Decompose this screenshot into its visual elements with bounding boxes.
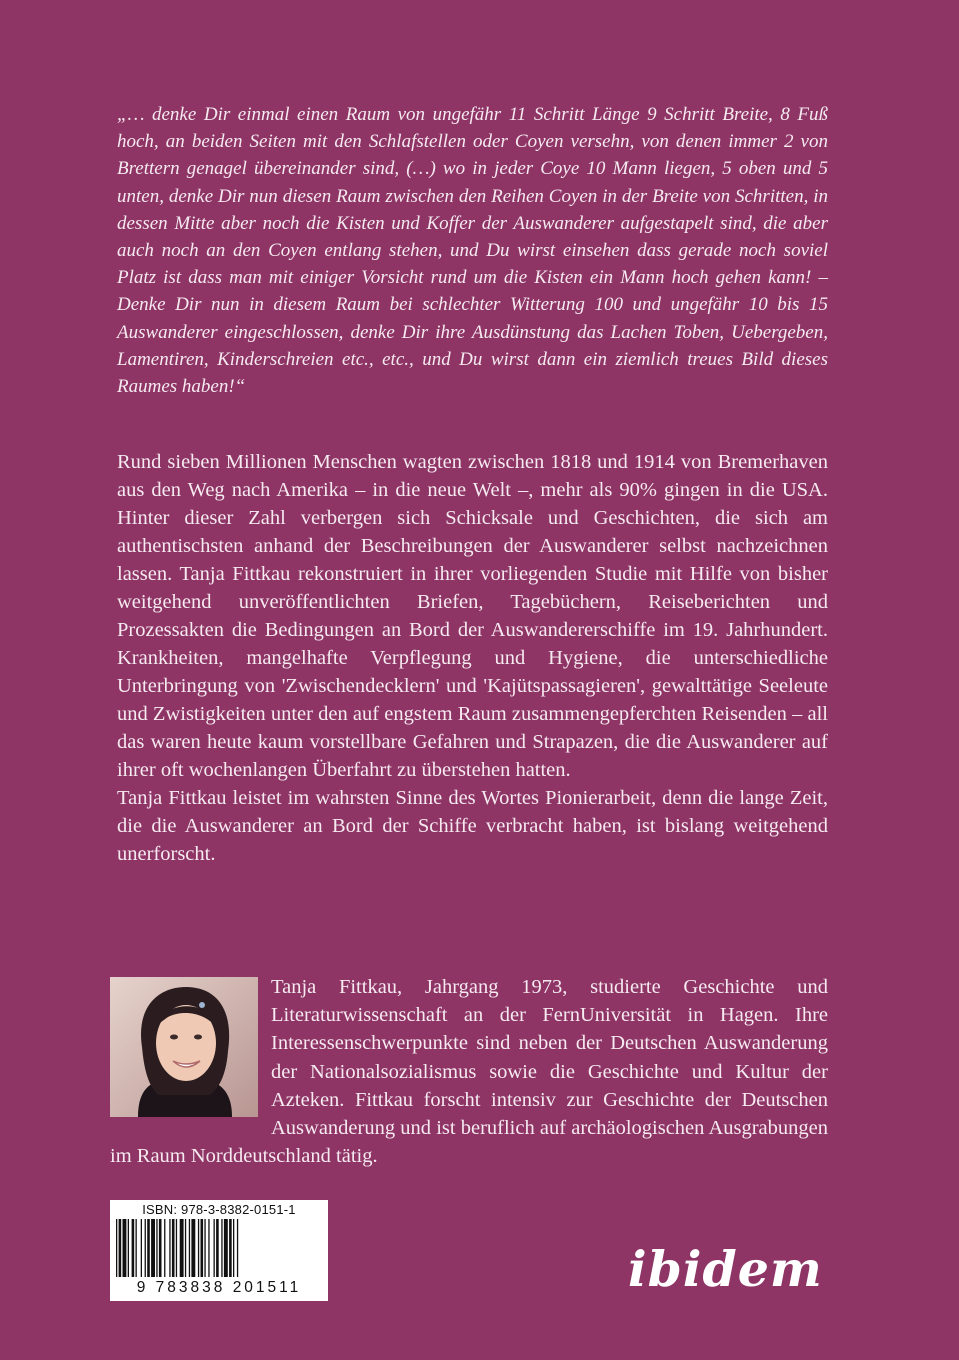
author-section	[110, 973, 828, 1170]
barcode-bar	[229, 1219, 232, 1277]
barcode-bar	[164, 1219, 165, 1277]
barcode-bar	[185, 1219, 186, 1277]
isbn-barcode	[110, 1200, 328, 1301]
cover-quote: „… denke Dir einmal einen Raum von ungefähr 11 Schritt Länge 9 Schritt Breite, 8 Fuß hoch, an beiden Seiten mit den Schlafstellen oder Coyen versehn, von denen immer 2 von Brettern genagel übereinander sind, (…) wo in jeder Coye 10 Mann liegen, 5 oben und 5 unten, denke Dir nun diesen Raum zwischen den Reihen Coyen in der Breite von Schritten, in dessen Mitte aber noch die Kisten und Koffer der Auswanderer aufgestapelt sind, die aber auch noch an den Coyen entlang stehen, und Du wirst einsehen dass gerade noch soviel Platz ist dass man mit einiger Vorsicht rund um die Kisten ein Mann hoch gehen kann! – Denke Dir nun in diesem Raum bei schlechter Witterung 100 und ungefähr 10 bis 15 Auswanderer eingeschlossen, denke Dir ihre Ausdünstung das Lachen Toben, Uebergeben, Lamentiren, Kinderschreien etc., etc., und Du wirst dann ein ziemlich treues Bild dieses Raumes haben!“	[117, 104, 828, 398]
barcode-bar	[169, 1219, 170, 1277]
barcode-bar	[198, 1219, 199, 1277]
barcode-bar	[191, 1219, 195, 1277]
description-paragraph-2: Tanja Fittkau leistet im wahrsten Sinne des Wortes Pionierarbeit, denn die lange Zeit, die die Auswanderer an Bord der Schiffe verbracht haben, ist bislang weitgehend unerforscht.	[117, 787, 828, 865]
barcode-bar	[151, 1219, 155, 1277]
author-bio: Tanja Fittkau, Jahrgang 1973, studierte Geschichte und Literaturwissenschaft an der FernUniversität in Hagen. Ihre Interessenschwerpunkte sind neben der Deutschen Auswanderung der Nationalsozialismus sowie die Geschichte und Kultur der Azteken. Fittkau forscht intensiv zur Geschichte der Deutschen Auswanderung und ist beruflich auf archäologischen Ausgrabungen im Raum Norddeutschland tätig.	[110, 976, 828, 1168]
barcode-bar	[159, 1219, 162, 1277]
barcode-bar	[204, 1219, 205, 1277]
barcode-bar	[128, 1219, 129, 1277]
barcode-bar	[216, 1219, 219, 1277]
publisher-logo: ibidem	[628, 1240, 823, 1298]
barcode-bar	[237, 1219, 238, 1277]
barcode-bar	[141, 1219, 142, 1277]
barcode-bar	[208, 1219, 209, 1277]
barcode-bars	[114, 1219, 324, 1281]
barcode-bar	[233, 1219, 234, 1277]
description-paragraph-1: Rund sieben Millionen Menschen wagten zwischen 1818 und 1914 von Bremerhaven aus den Weg nach Amerika – in die neue Welt –, mehr als 90% gingen in die USA. Hinter dieser Zahl verbergen sich Schicksale und Geschichten, die sich am authentischsten anhand der Beschreibungen der Auswanderer selbst nachzeichnen lassen. Tanja Fittkau rekonstruiert in ihrer vorliegenden Studie mit Hilfe von bisher weitgehend unveröffentlichten Briefen, Tagebüchern, Reiseberichten und Prozessakten die Bedingungen an Bord der Auswandererschiffe im 19. Jahrhundert. Krankheiten, mangelhafte Verpflegung und Hygiene, die unterschiedliche Unterbringung von 'Zwischendecklern' und 'Kajütspassagieren', gewalttätige Seeleute und Zwistigkeiten unter den auf engstem Raum zusammengepferchten Reisenden – all das waren heute kaum vorstellbare Gefahren und Strapazen, die die Auswanderer auf ihrer oft wochenlangen Überfahrt zu überstehen hatten.	[117, 451, 828, 781]
barcode-bar	[176, 1219, 177, 1277]
barcode-bar	[136, 1219, 137, 1277]
author-portrait-image	[110, 977, 258, 1117]
barcode-bar	[145, 1219, 146, 1277]
barcode-bar	[147, 1219, 150, 1277]
barcode-bar	[116, 1219, 117, 1277]
barcode-bar	[221, 1219, 222, 1277]
barcode-bar	[180, 1219, 184, 1277]
barcode-bar	[172, 1219, 175, 1277]
barcode-bar	[119, 1219, 122, 1277]
barcode-bar	[214, 1219, 215, 1277]
barcode-bar	[123, 1219, 127, 1277]
barcode-bar	[189, 1219, 190, 1277]
ean-digits: 9 783838 201511	[136, 1279, 302, 1296]
barcode-bar	[132, 1219, 135, 1277]
barcode-bar	[156, 1219, 157, 1277]
isbn-label: ISBN: 978-3-8382-0151-1	[142, 1202, 296, 1217]
book-description	[117, 448, 828, 868]
barcode-bar	[224, 1219, 228, 1277]
barcode-bar	[201, 1219, 204, 1277]
